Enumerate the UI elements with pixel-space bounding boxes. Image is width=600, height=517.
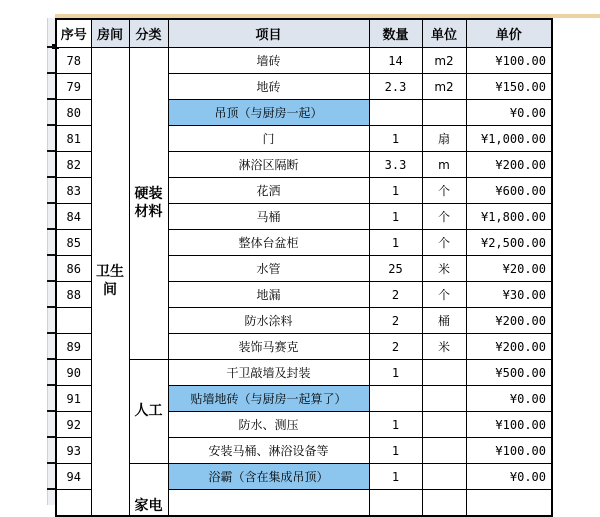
cell-qty[interactable]: 1 (369, 178, 422, 204)
gutter-tick (47, 124, 55, 126)
cell-price[interactable]: ¥200.00 (466, 308, 552, 334)
cell-row-no[interactable]: 84 (56, 204, 91, 230)
cell-item[interactable]: 花洒 (168, 178, 369, 204)
cell-qty[interactable]: 1 (369, 360, 422, 386)
cell-qty[interactable]: 14 (369, 48, 422, 74)
cell-category-merged[interactable]: 人工 (129, 360, 168, 464)
cell-row-no[interactable] (56, 308, 91, 334)
cell-item-highlighted[interactable]: 贴墙地砖（与厨房一起算了） (168, 386, 369, 412)
cell-price[interactable]: ¥100.00 (466, 412, 552, 438)
cell-item[interactable] (168, 490, 369, 517)
cell-qty[interactable]: 2.3 (369, 74, 422, 100)
cell-row-no[interactable]: 90 (56, 360, 91, 386)
cell-row-no[interactable]: 91 (56, 386, 91, 412)
gutter-tick (47, 306, 55, 308)
cell-item[interactable]: 墙砖 (168, 48, 369, 74)
gutter-tick (47, 462, 55, 464)
cell-qty[interactable]: 1 (369, 230, 422, 256)
cell-qty[interactable]: 1 (369, 126, 422, 152)
cell-row-no[interactable]: 92 (56, 412, 91, 438)
cell-unit[interactable] (422, 464, 466, 490)
table-row (56, 360, 552, 386)
gutter-tick (47, 358, 55, 360)
cell-qty[interactable] (369, 386, 422, 412)
gutter-tick (47, 488, 55, 490)
gutter-tick (47, 384, 55, 386)
cell-unit[interactable]: 米 (422, 256, 466, 282)
cell-row-no[interactable]: 83 (56, 178, 91, 204)
gutter-tick (47, 410, 55, 412)
gutter-tick (47, 436, 55, 438)
cell-price[interactable]: ¥1,800.00 (466, 204, 552, 230)
column-header-no[interactable]: 序号 (56, 19, 91, 48)
cell-unit[interactable]: 个 (422, 178, 466, 204)
cell-unit[interactable]: m2 (422, 48, 466, 74)
cell-qty[interactable] (369, 100, 422, 126)
column-header-category[interactable]: 分类 (129, 19, 168, 48)
cell-unit[interactable]: m2 (422, 74, 466, 100)
cell-item[interactable]: 装饰马赛克 (168, 334, 369, 360)
cell-qty[interactable]: 1 (369, 438, 422, 464)
cell-row-no[interactable]: 81 (56, 126, 91, 152)
cell-price[interactable]: ¥0.00 (466, 100, 552, 126)
cell-item[interactable]: 门 (168, 126, 369, 152)
cell-unit[interactable]: 个 (422, 230, 466, 256)
gutter-tick (47, 46, 55, 48)
cell-price[interactable]: ¥1,000.00 (466, 126, 552, 152)
table-header-row (56, 19, 552, 48)
cell-item-highlighted[interactable]: 浴霸（含在集成吊顶） (168, 464, 369, 490)
gutter-tick (47, 332, 55, 334)
cell-unit[interactable]: 桶 (422, 308, 466, 334)
column-header-unit[interactable]: 单位 (422, 19, 466, 48)
cell-price[interactable] (466, 490, 552, 517)
cell-qty[interactable]: 1 (369, 464, 422, 490)
cell-room-merged[interactable]: 卫生间 (91, 48, 129, 517)
cell-item-highlighted[interactable]: 吊顶（与厨房一起） (168, 100, 369, 126)
gutter-tick (47, 280, 55, 282)
column-header-item[interactable]: 项目 (168, 19, 369, 48)
cell-item[interactable]: 安装马桶、淋浴设备等 (168, 438, 369, 464)
cell-price[interactable]: ¥100.00 (466, 438, 552, 464)
cell-unit[interactable] (422, 490, 466, 517)
cell-unit[interactable]: 米 (422, 334, 466, 360)
cell-item[interactable]: 地漏 (168, 282, 369, 308)
gutter-tick (47, 202, 55, 204)
cell-row-no[interactable]: 86 (56, 256, 91, 282)
cell-price[interactable]: ¥200.00 (466, 334, 552, 360)
column-header-price[interactable]: 单价 (466, 19, 552, 48)
gutter-tick (47, 150, 55, 152)
budget-spreadsheet-table (55, 18, 553, 517)
cell-row-no[interactable]: 88 (56, 282, 91, 308)
cell-row-no[interactable]: 89 (56, 334, 91, 360)
cell-item[interactable]: 水管 (168, 256, 369, 282)
cell-price[interactable]: ¥30.00 (466, 282, 552, 308)
cell-category-merged[interactable]: 硬装材料 (129, 48, 168, 360)
cell-unit[interactable] (422, 438, 466, 464)
cell-qty[interactable]: 1 (369, 412, 422, 438)
cell-qty[interactable]: 3.3 (369, 152, 422, 178)
cell-row-no[interactable] (56, 490, 91, 517)
cell-item[interactable]: 淋浴区隔断 (168, 152, 369, 178)
cell-row-no[interactable]: 82 (56, 152, 91, 178)
table-row (56, 48, 552, 74)
cell-unit[interactable]: 个 (422, 204, 466, 230)
cell-item[interactable]: 干卫敲墙及封装 (168, 360, 369, 386)
cell-unit[interactable] (422, 386, 466, 412)
cell-price[interactable]: ¥200.00 (466, 152, 552, 178)
cell-qty[interactable]: 2 (369, 308, 422, 334)
cell-item[interactable]: 马桶 (168, 204, 369, 230)
cell-qty[interactable]: 25 (369, 256, 422, 282)
cell-unit[interactable] (422, 412, 466, 438)
cell-price[interactable]: ¥600.00 (466, 178, 552, 204)
cell-unit[interactable]: 扇 (422, 126, 466, 152)
cell-price[interactable]: ¥0.00 (466, 464, 552, 490)
cell-price[interactable]: ¥100.00 (466, 48, 552, 74)
cell-item[interactable]: 防水涂料 (168, 308, 369, 334)
column-header-room[interactable]: 房间 (91, 19, 129, 48)
cell-row-no[interactable]: 85 (56, 230, 91, 256)
cell-qty[interactable]: 1 (369, 204, 422, 230)
cell-row-no[interactable]: 79 (56, 74, 91, 100)
cell-unit[interactable] (422, 360, 466, 386)
gutter-tick (47, 72, 55, 74)
cell-row-no[interactable]: 80 (56, 100, 91, 126)
cell-qty[interactable]: 2 (369, 282, 422, 308)
gutter-tick (47, 228, 55, 230)
cell-qty[interactable]: 2 (369, 334, 422, 360)
cell-price[interactable]: ¥500.00 (466, 360, 552, 386)
cell-price[interactable]: ¥20.00 (466, 256, 552, 282)
cell-row-no[interactable]: 78 (56, 48, 91, 74)
cell-unit[interactable]: 个 (422, 282, 466, 308)
cell-unit[interactable]: m (422, 152, 466, 178)
gutter-tick (47, 254, 55, 256)
cell-price[interactable]: ¥150.00 (466, 74, 552, 100)
cell-price[interactable]: ¥0.00 (466, 386, 552, 412)
cell-row-no[interactable]: 93 (56, 438, 91, 464)
gutter-tick (47, 176, 55, 178)
table-row (56, 464, 552, 490)
column-header-qty[interactable]: 数量 (369, 19, 422, 48)
cell-price[interactable]: ¥2,500.00 (466, 230, 552, 256)
cell-qty[interactable] (369, 490, 422, 517)
cell-item[interactable]: 防水、测压 (168, 412, 369, 438)
cell-item[interactable]: 地砖 (168, 74, 369, 100)
cell-item[interactable]: 整体台盆柜 (168, 230, 369, 256)
gutter-tick (47, 98, 55, 100)
cell-row-no[interactable]: 94 (56, 464, 91, 490)
cell-unit[interactable] (422, 100, 466, 126)
cell-category-merged[interactable]: 家电 (129, 464, 168, 517)
